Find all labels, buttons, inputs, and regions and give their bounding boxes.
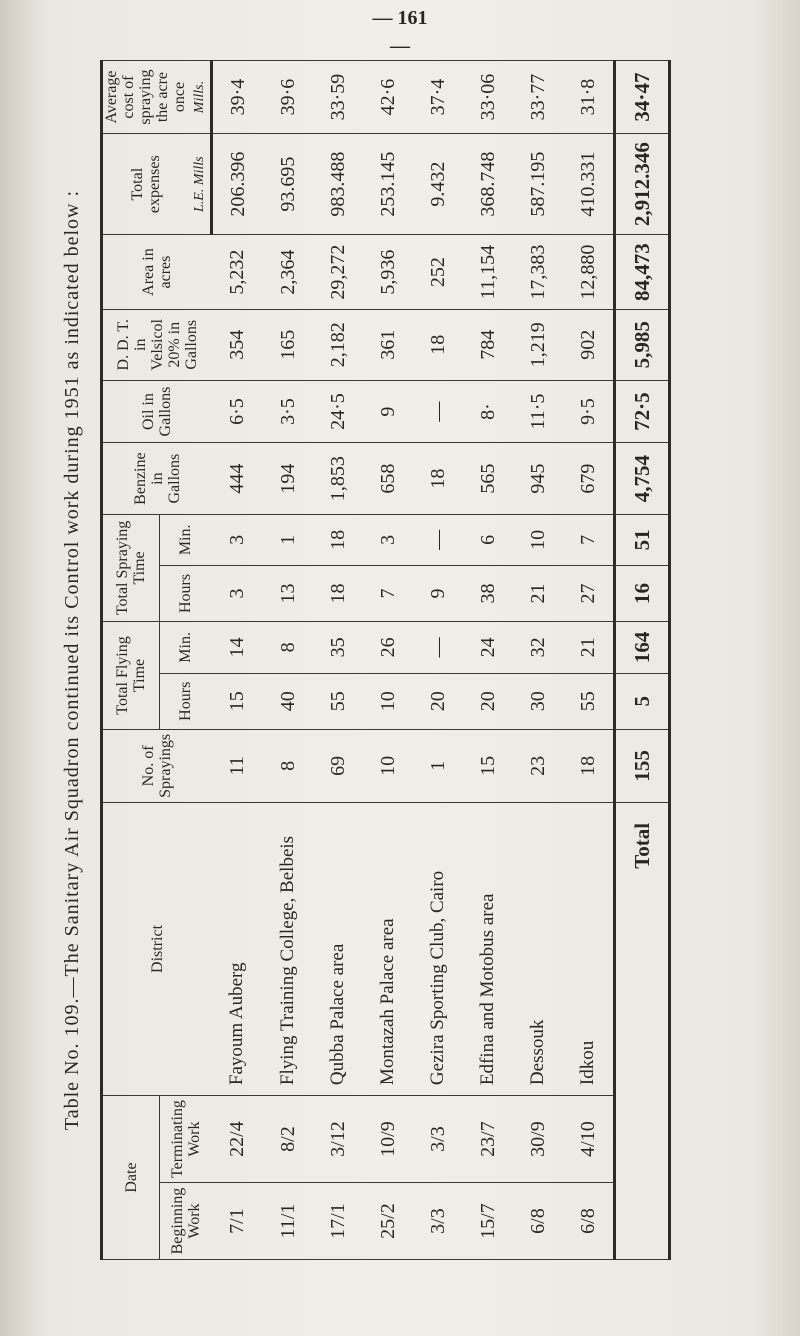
table-row — [563, 61, 615, 1260]
cell-area: 5,232 — [212, 235, 264, 310]
header-flying-time: Total Flying Time — [102, 622, 160, 730]
cell-area: 5,936 — [363, 235, 413, 310]
cell-oil: 6·5 — [212, 380, 264, 443]
total-area: 84,473 — [615, 235, 670, 310]
cell-ddt: 354 — [212, 309, 264, 380]
cell-expenses: 410.331 — [563, 134, 615, 235]
cell-spraying-hours: 18 — [313, 565, 363, 621]
cell-avg-cost: 39·6 — [263, 61, 313, 134]
cell-end: 3/3 — [413, 1096, 463, 1183]
cell-area: 17,383 — [513, 235, 563, 310]
cell-flying-min: 21 — [563, 622, 615, 674]
header-avg-unit: Mills. — [188, 61, 212, 134]
table-row — [212, 61, 264, 1260]
cell-begin: 11/1 — [263, 1183, 313, 1260]
spraying-table — [100, 60, 671, 1260]
cell-spraying-hours: 38 — [463, 565, 513, 621]
total-sprayings: 155 — [615, 729, 670, 802]
header-flying-hours: Hours — [160, 673, 212, 729]
cell-end: 10/9 — [363, 1096, 413, 1183]
header-district: District — [102, 802, 212, 1095]
cell-expenses: 253.145 — [363, 134, 413, 235]
cell-area: 2,364 — [263, 235, 313, 310]
cell-ddt: 902 — [563, 309, 615, 380]
cell-begin: 6/8 — [563, 1183, 615, 1260]
cell-end: 8/2 — [263, 1096, 313, 1183]
cell-district: Edfina and Motobus area — [463, 802, 513, 1095]
cell-sprayings: 8 — [263, 729, 313, 802]
total-avg: 34·47 — [615, 61, 670, 134]
cell-benzine: 679 — [563, 443, 615, 514]
cell-begin: 6/8 — [513, 1183, 563, 1260]
cell-ddt: 18 — [413, 309, 463, 380]
cell-expenses: 93.695 — [263, 134, 313, 235]
cell-flying-hours: 10 — [363, 673, 413, 729]
cell-sprayings: 18 — [563, 729, 615, 802]
cell-oil: 9·5 — [563, 380, 615, 443]
cell-district: Fayoum Auberg — [212, 802, 264, 1095]
cell-avg-cost: 33·77 — [513, 61, 563, 134]
cell-ddt: 1,219 — [513, 309, 563, 380]
table-row — [413, 61, 463, 1260]
cell-ddt: 165 — [263, 309, 313, 380]
cell-oil: 11·5 — [513, 380, 563, 443]
cell-spraying-hours: 3 — [212, 565, 264, 621]
cell-benzine: 565 — [463, 443, 513, 514]
cell-ddt: 2,182 — [313, 309, 363, 380]
cell-begin: 17/1 — [313, 1183, 363, 1260]
cell-sprayings: 23 — [513, 729, 563, 802]
table-row — [313, 61, 363, 1260]
cell-avg-cost: 31·8 — [563, 61, 615, 134]
total-row — [615, 61, 670, 1260]
cell-spraying-hours: 13 — [263, 565, 313, 621]
header-ddt: D. D. T. in Velsicol 20% in Gallons — [102, 309, 212, 380]
cell-spraying-min: — — [413, 514, 463, 565]
header-expenses-unit: L.E. Mills — [188, 134, 212, 235]
cell-sprayings: 10 — [363, 729, 413, 802]
page-number: — 161 — — [372, 7, 428, 57]
cell-begin: 3/3 — [413, 1183, 463, 1260]
cell-flying-hours: 20 — [413, 673, 463, 729]
cell-sprayings: 1 — [413, 729, 463, 802]
total-sm: 51 — [615, 514, 670, 565]
table-row — [263, 61, 313, 1260]
table-title: Table No. 109.—The Sanitary Air Squadron continued its Control work during 1951 as indicated below : — [61, 189, 83, 1131]
cell-oil: 24·5 — [313, 380, 363, 443]
total-fh: 5 — [615, 673, 670, 729]
cell-expenses: 587.195 — [513, 134, 563, 235]
table-row — [513, 61, 563, 1260]
cell-oil: 3·5 — [263, 380, 313, 443]
total-ddt: 5,985 — [615, 309, 670, 380]
cell-flying-hours: 30 — [513, 673, 563, 729]
total-oil: 72·5 — [615, 380, 670, 443]
cell-spraying-hours: 21 — [513, 565, 563, 621]
header-benzine: Benzine in Gallons — [102, 443, 212, 514]
cell-oil: 8· — [463, 380, 513, 443]
header-oil: Oil in Gallons — [102, 380, 212, 443]
cell-expenses: 9.432 — [413, 134, 463, 235]
total-label: Total — [615, 802, 670, 1259]
header-terminating: Terminating Work — [160, 1096, 212, 1183]
cell-begin: 7/1 — [212, 1183, 264, 1260]
header-area: Area in acres — [102, 235, 212, 310]
header-avg-cost: Average cost of spraying the acre once — [102, 61, 189, 134]
cell-ddt: 784 — [463, 309, 513, 380]
cell-flying-min: 8 — [263, 622, 313, 674]
cell-sprayings: 11 — [212, 729, 264, 802]
table-body — [212, 61, 670, 1260]
rotated-table-area — [52, 60, 752, 1260]
cell-ddt: 361 — [363, 309, 413, 380]
header-expenses: Total expenses — [102, 134, 189, 235]
cell-oil: 9 — [363, 380, 413, 443]
header-spraying-min: Min. — [160, 514, 212, 565]
cell-avg-cost: 33·06 — [463, 61, 513, 134]
cell-spraying-min: 7 — [563, 514, 615, 565]
cell-end: 22/4 — [212, 1096, 264, 1183]
cell-avg-cost: 37·4 — [413, 61, 463, 134]
header-spraying-time: Total Spraying Time — [102, 514, 160, 621]
cell-avg-cost: 42·6 — [363, 61, 413, 134]
cell-flying-min: 14 — [212, 622, 264, 674]
header-sprayings: No. of Sprayings — [102, 729, 212, 802]
cell-district: Flying Training College, Belbeis — [263, 802, 313, 1095]
cell-end: 4/10 — [563, 1096, 615, 1183]
cell-flying-hours: 40 — [263, 673, 313, 729]
cell-spraying-hours: 9 — [413, 565, 463, 621]
cell-end: 3/12 — [313, 1096, 363, 1183]
cell-sprayings: 15 — [463, 729, 513, 802]
cell-oil: — — [413, 380, 463, 443]
total-benzine: 4,754 — [615, 443, 670, 514]
cell-benzine: 194 — [263, 443, 313, 514]
cell-benzine: 658 — [363, 443, 413, 514]
cell-flying-min: 24 — [463, 622, 513, 674]
table-row — [463, 61, 513, 1260]
cell-flying-min: — — [413, 622, 463, 674]
cell-spraying-hours: 7 — [363, 565, 413, 621]
cell-flying-min: 26 — [363, 622, 413, 674]
total-fm: 164 — [615, 622, 670, 674]
cell-benzine: 18 — [413, 443, 463, 514]
cell-sprayings: 69 — [313, 729, 363, 802]
total-expenses: 2,912.346 — [615, 134, 670, 235]
cell-spraying-min: 1 — [263, 514, 313, 565]
cell-area: 252 — [413, 235, 463, 310]
cell-benzine: 945 — [513, 443, 563, 514]
cell-district: Montazah Palace area — [363, 802, 413, 1095]
cell-district: Dessouk — [513, 802, 563, 1095]
header-beginning: Beginning Work — [160, 1183, 212, 1260]
cell-area: 12,880 — [563, 235, 615, 310]
cell-flying-min: 35 — [313, 622, 363, 674]
cell-spraying-min: 6 — [463, 514, 513, 565]
header-flying-min: Min. — [160, 622, 212, 674]
cell-flying-hours: 20 — [463, 673, 513, 729]
cell-district: Gezira Sporting Club, Cairo — [413, 802, 463, 1095]
cell-area: 11,154 — [463, 235, 513, 310]
cell-district: Qubba Palace area — [313, 802, 363, 1095]
cell-benzine: 444 — [212, 443, 264, 514]
cell-begin: 25/2 — [363, 1183, 413, 1260]
cell-expenses: 368.748 — [463, 134, 513, 235]
cell-area: 29,272 — [313, 235, 363, 310]
header-spraying-hours: Hours — [160, 565, 212, 621]
cell-expenses: 983.488 — [313, 134, 363, 235]
cell-flying-hours: 15 — [212, 673, 264, 729]
cell-spraying-min: 3 — [363, 514, 413, 565]
cell-end: 30/9 — [513, 1096, 563, 1183]
total-sh: 16 — [615, 565, 670, 621]
header-date: Date — [102, 1096, 160, 1260]
cell-district: Idkou — [563, 802, 615, 1095]
cell-spraying-min: 10 — [513, 514, 563, 565]
cell-flying-hours: 55 — [563, 673, 615, 729]
cell-flying-min: 32 — [513, 622, 563, 674]
cell-benzine: 1,853 — [313, 443, 363, 514]
cell-spraying-min: 18 — [313, 514, 363, 565]
cell-end: 23/7 — [463, 1096, 513, 1183]
table-row — [363, 61, 413, 1260]
cell-expenses: 206.396 — [212, 134, 264, 235]
cell-spraying-hours: 27 — [563, 565, 615, 621]
cell-begin: 15/7 — [463, 1183, 513, 1260]
cell-avg-cost: 39·4 — [212, 61, 264, 134]
cell-avg-cost: 33·59 — [313, 61, 363, 134]
cell-spraying-min: 3 — [212, 514, 264, 565]
cell-flying-hours: 55 — [313, 673, 363, 729]
